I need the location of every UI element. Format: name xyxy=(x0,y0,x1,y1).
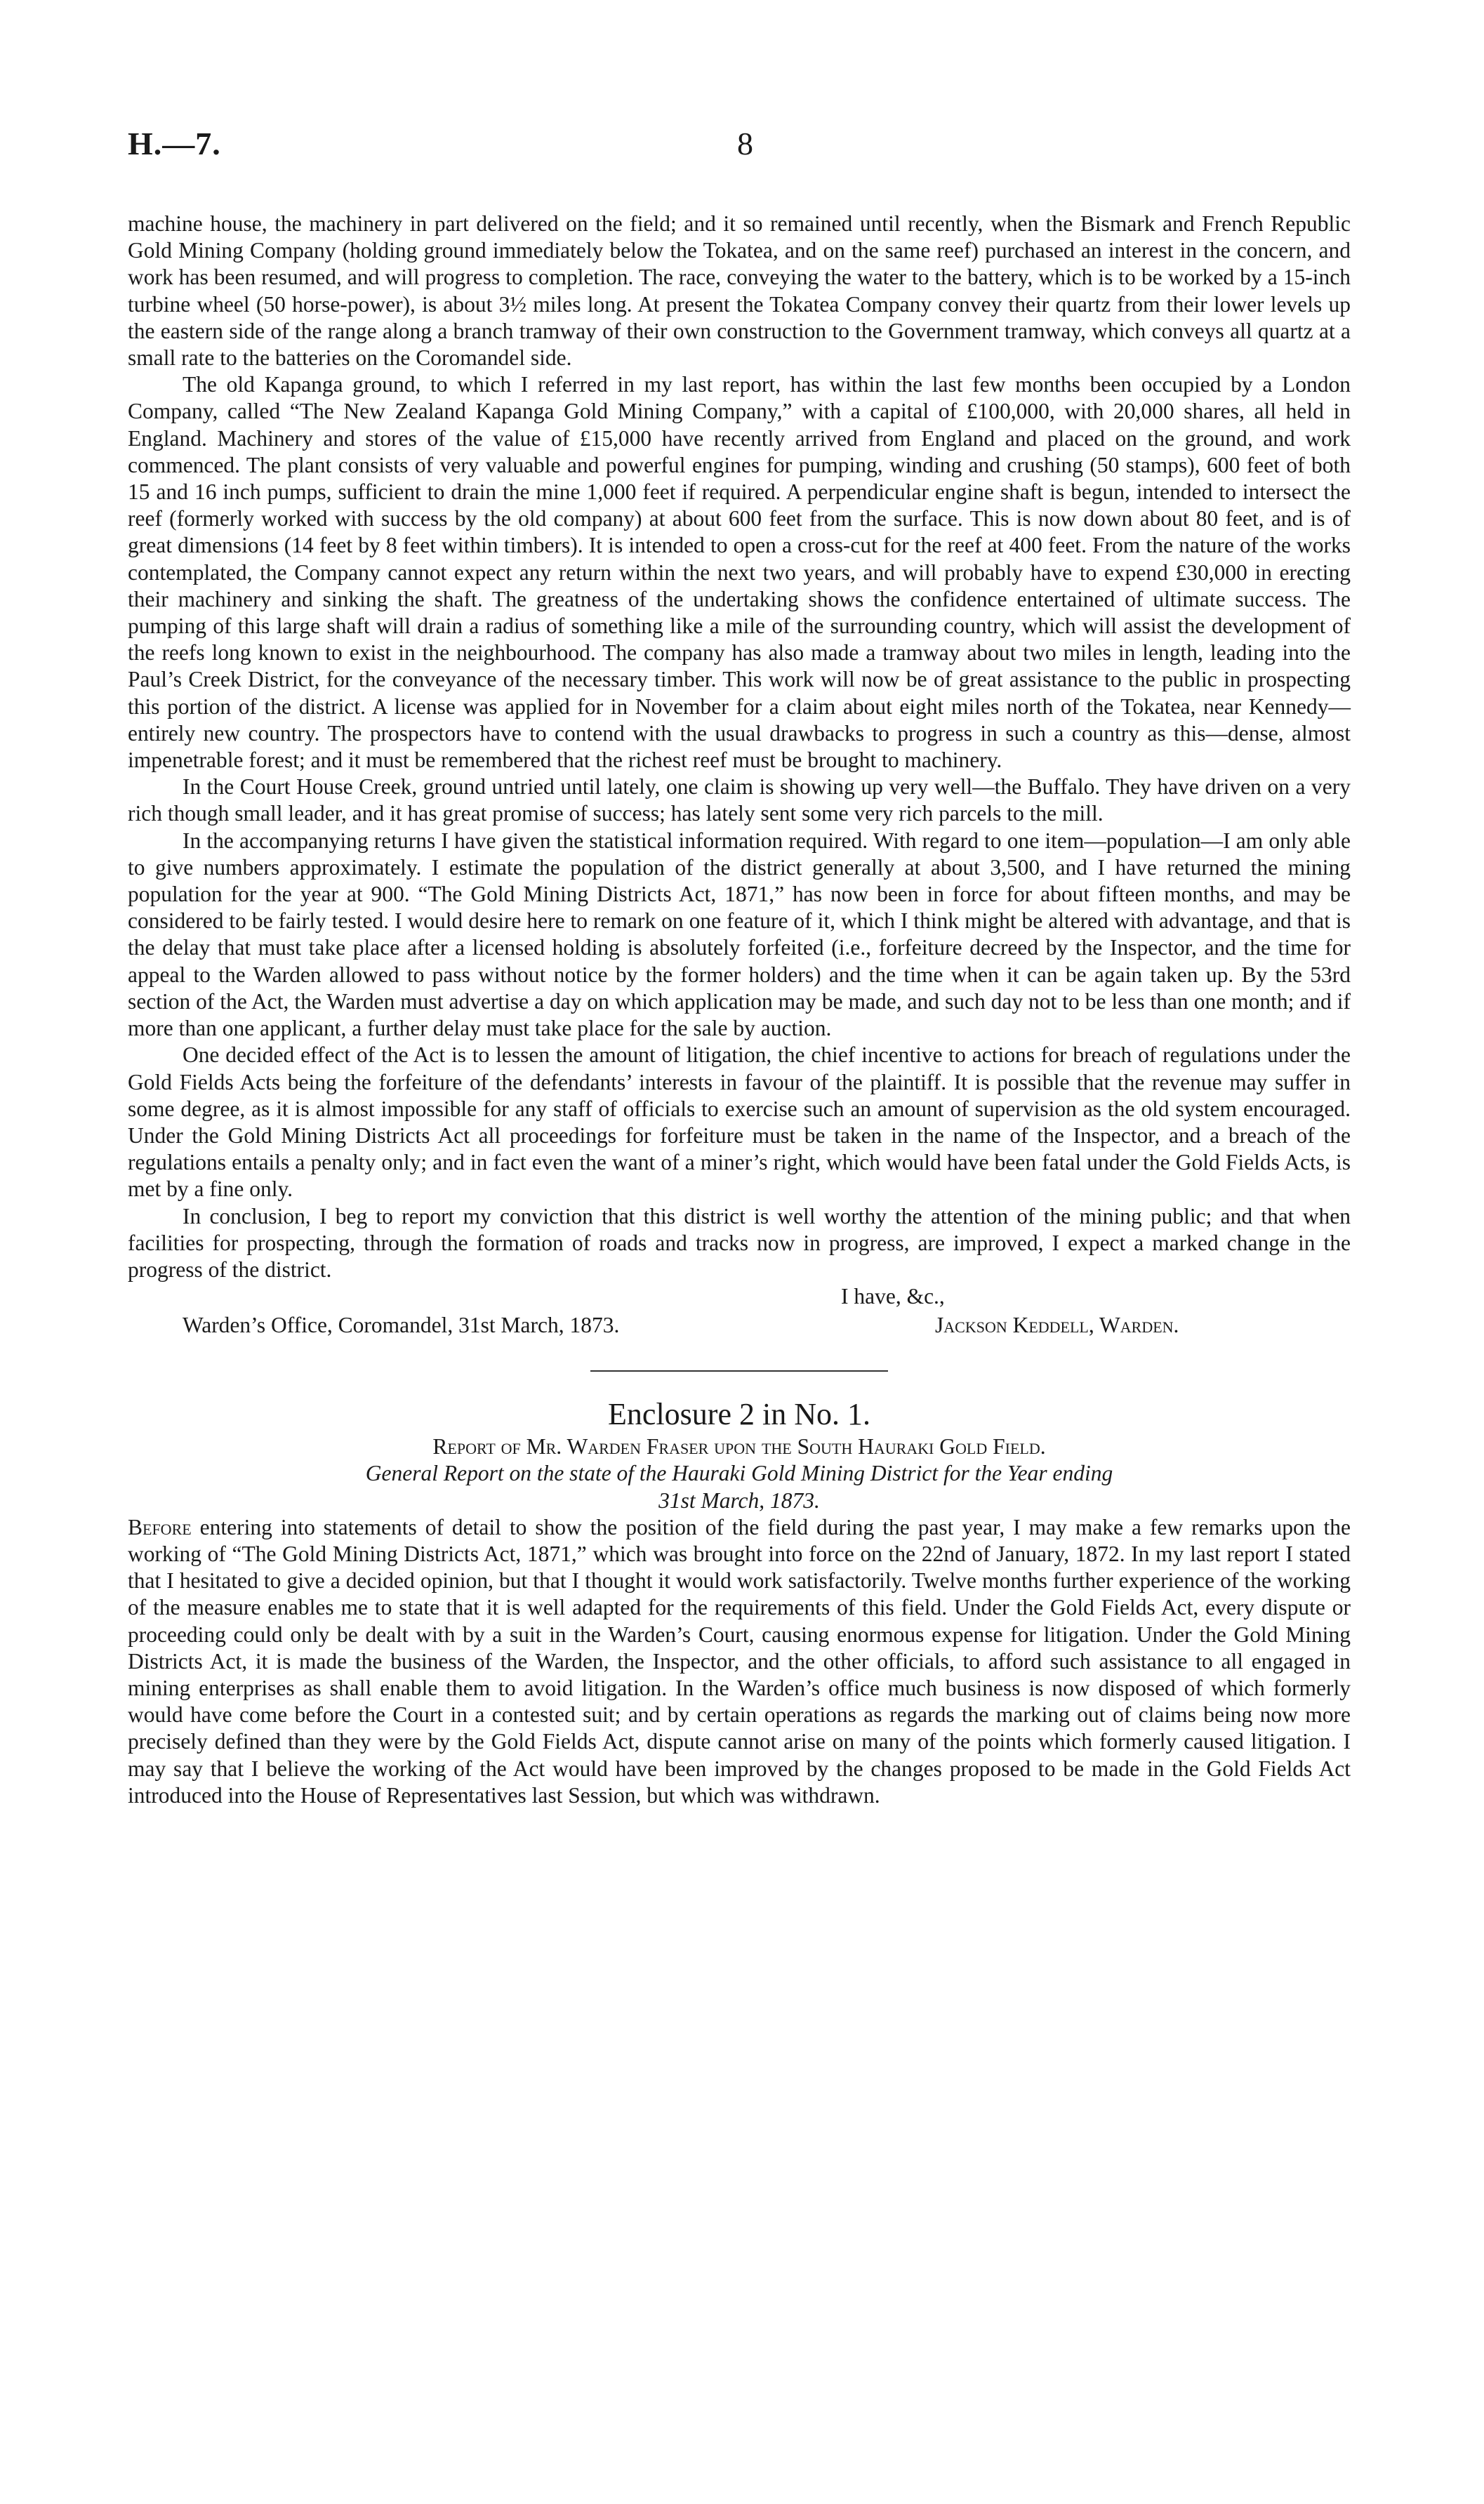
paragraph-kapanga: The old Kapanga ground, to which I referred in my last report, has within the last few months been occupied by a London Company, called “The New Zealand Kapanga Gold Mining Company,” with a capital of £100,000, with 20,000 shares, all held in England. Machinery and stores of the value of £15,000 have recently arrived from England and placed on the ground, and work commenced. The plant consists of very valuable and powerful engines for pumping, winding and crushing (50 stamps), 600 feet of both 15 and 16 inch pumps, sufficient to drain the mine 1,000 feet if required. A perpendicular engine shaft is begun, intended to intersect the reef (formerly worked with success by the old company) at about 600 feet from the surface. This is now down about 80 feet, and is of great dimensions (14 feet by 8 feet within timbers). It is intended to open a cross-cut for the reef at 400 feet. From the nature of the works contemplated, the Company cannot expect any return within the next two years, and will probably have to expend £30,000 in erecting their machinery and sinking the shaft. The greatness of the undertaking shows the confidence entertained of ultimate success. The pumping of this large shaft will drain a radius of something like a mile of the surrounding country, which will assist the development of the reefs long known to exist in the neighbourhood. The company has also made a tramway about two miles in length, leading into the Paul’s Creek District, for the conveyance of the necessary timber. This work will now be of great assistance to the public in prospecting this portion of the district. A license was applied for in November for a claim about eight miles north of the Tokatea, near Kennedy—entirely new country. The prospectors have to contend with the usual drawbacks to progress in such a country as this—dense, almost impenetrable forest; and it must be remembered that the richest reef must be brought to machinery. xyxy=(128,372,1351,773)
report-body xyxy=(128,211,1351,1809)
page-number: 8 xyxy=(737,126,753,161)
enclosure-title: Enclosure 2 in No. 1. xyxy=(608,1397,870,1432)
paragraph-conclusion: In conclusion, I beg to report my conviction that this district is well worthy the attention of the mining public; and that when facilities for prospecting, through the formation of roads and tracks now in progress, are improved, I expect a marked change in the progress of the district. xyxy=(128,1203,1351,1282)
section-divider xyxy=(590,1370,888,1372)
enclosure-first-word: Before xyxy=(128,1514,192,1539)
paragraph-continued: machine house, the machinery in part delivered on the field; and it so remained until recently, when the Bismark and French Republic Gold Mining Company (holding ground immediately below the Tokatea, and on the same reef) purchased an interest in the concern, and work has been resumed, and will progress to completion. The race, conveying the water to the battery, which is to be worked by a 15-inch turbine wheel (50 horse-power), is about 3½ miles long. At present the Tokatea Company convey their quartz from their lower levels up the eastern side of the range along a branch tramway of their own construction to the Government tramway, which conveys all quartz at a small rate to the batteries on the Coromandel side. xyxy=(128,211,1351,371)
document-code: H.—7. xyxy=(128,126,221,161)
enclosure-body-text: entering into statements of detail to show the position of the field during the past year, I may make a few remarks upon the working of “The Gold Mining Districts Act, 1871,” which was brought into force on the 22nd of January, 1872. In my last report I stated that I hesitated to give a decided opinion, but that I thought it would work satisfactorily. Twelve months further experience of the working of the measure enables me to state that it is well adapted for the requirements of this field. Under the Gold Fields Act, every dispute or proceeding could only be dealt with by a suit in the Warden’s Court, causing enormous expense for litigation. Under the Gold Mining Districts Act, it is made the business of the Warden, the Inspector, and the other officials, to afford such assistance to all engaged in mining enterprises as shall enable them to avoid litigation. In the Warden’s office much business is now disposed of which formerly would have come before the Court in a contested suit; and by certain operations as regards the marking out of claims being now more precisely defined than they were by the Gold Fields Act, dispute cannot arise on many of the points which formerly caused litigation. I may say that I believe the working of the Act would have been improved by the changes proposed to be made in the Gold Fields Act introduced into the House of Representatives last Session, but which was withdrawn. xyxy=(128,1514,1351,1808)
signoff-block xyxy=(128,1283,1351,1341)
enclosure-subtitle: Report of Mr. Warden Fraser upon the South Hauraki Gold Field. xyxy=(432,1434,1046,1459)
page-header xyxy=(128,125,1356,167)
enclosure-italic-title: General Report on the state of the Hauraki Gold Mining District for the Year ending xyxy=(365,1461,1113,1486)
enclosure-italic-date: 31st March, 1873. xyxy=(658,1488,820,1513)
office-line: Warden’s Office, Coromandel, 31st March, 1873. xyxy=(183,1313,620,1338)
enclosure-body xyxy=(128,1514,1351,1809)
paragraph-litigation: One decided effect of the Act is to lessen the amount of litigation, the chief incentive to actions for breach of regulations under the Gold Fields Acts being the forfeiture of the defendants’ interests in favour of the plaintiff. It is possible that the revenue may suffer in some degree, as it is almost impossible for any staff of officials to exercise such an amount of supervision as the old system encouraged. Under the Gold Mining Districts Act all proceedings for forfeiture must be taken in the name of the Inspector, and a breach of the regulations entails a penalty only; and in fact even the want of a miner’s right, which would have been fatal under the Gold Fields Acts, is met by a fine only. xyxy=(128,1042,1351,1202)
signer-name: Jackson Keddell, Warden. xyxy=(935,1313,1179,1338)
paragraph-court-house-creek: In the Court House Creek, ground untried until lately, one claim is showing up very well—the Buffalo. They have driven on a very rich though small leader, and it has great promise of success; has lately sent some very rich parcels to the mill. xyxy=(128,774,1351,826)
closing-line: I have, &c., xyxy=(841,1284,945,1309)
paragraph-returns: In the accompanying returns I have given the statistical information required. With regard to one item—population—I am only able to give numbers approximately. I estimate the population of the district generally at about 3,500, and I have returned the mining population for the year at 900. “The Gold Mining Districts Act, 1871,” has now been in force for about fifteen months, and may be considered to be fairly tested. I would desire here to remark on one feature of it, which I think might be altered with advantage, and that is the delay that must take place after a licensed holding is absolutely forfeited (i.e., forfeiture decreed by the Inspector, and the time for appeal to the Warden allowed to pass without notice by the former holders) and the time when it can be again taken up. By the 53rd section of the Act, the Warden must advertise a day on which application may be made, and such day not to be less than one month; and if more than one applicant, a further delay must take place for the sale by auction. xyxy=(128,828,1351,1041)
